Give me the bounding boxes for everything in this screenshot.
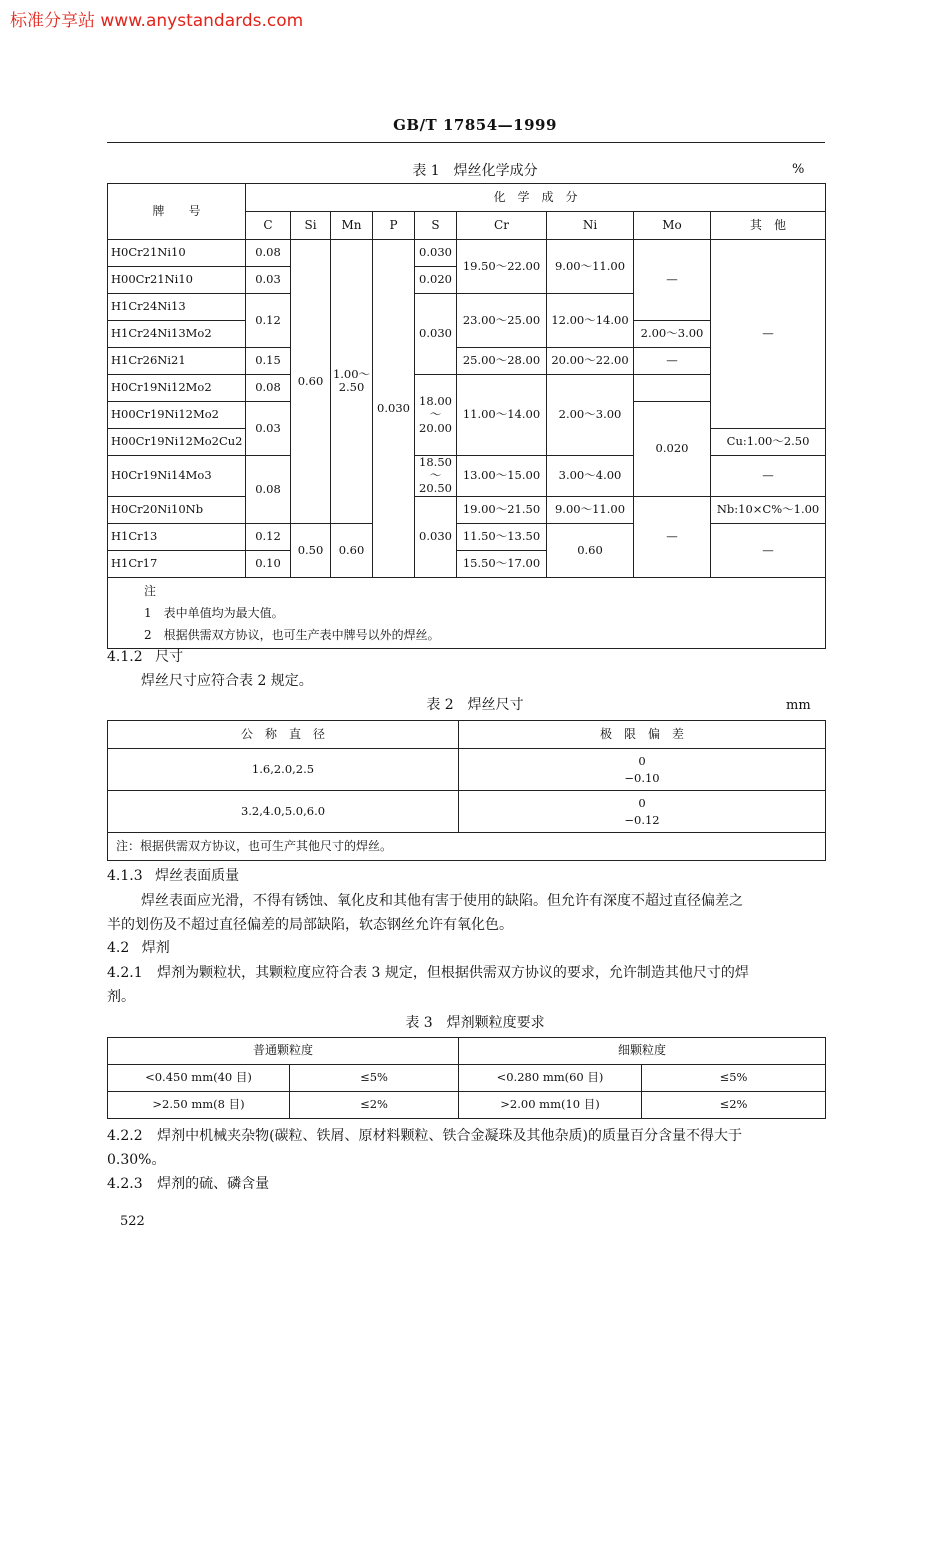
other-cell: — (711, 523, 826, 577)
grain-size-cell: <0.280 mm(60 目) (459, 1065, 642, 1092)
mo-cell: 3.00～4.00 (547, 456, 634, 497)
c-cell: 0.08 (246, 375, 291, 402)
table2-note: 注：根据供需双方协议，也可生产其他尺寸的焊丝。 (108, 833, 826, 861)
mn-cell: 0.60 (331, 523, 373, 577)
cr-cell: 11.50～13.50 (457, 523, 547, 550)
grain-size-cell: <0.450 mm(40 目) (108, 1065, 290, 1092)
tolerance-lower: −0.12 (624, 812, 660, 827)
grade-cell: H1Cr17 (108, 550, 246, 577)
s-cell: 0.020 (415, 267, 457, 294)
col-header: Mo (634, 212, 711, 240)
percent-cell: ≤5% (642, 1065, 826, 1092)
mo-cell: — (634, 348, 711, 375)
note-item: 2 根据供需双方协议，也可生产表中牌号以外的焊丝。 (144, 627, 440, 642)
s-cell: 0.030 (415, 240, 457, 267)
tolerance-upper: 0 (638, 753, 646, 768)
other-cell: Cu:1.00～2.50 (711, 429, 826, 456)
section-number: 4.2.2 (107, 1128, 143, 1144)
s-cell: 0.020 (634, 402, 711, 497)
table2-unit: mm (786, 698, 811, 713)
ni-cell: 9.00～11.00 (547, 240, 634, 294)
grain-size-cell: >2.00 mm(10 目) (459, 1092, 642, 1119)
c-cell: 0.12 (246, 294, 291, 348)
cr-cell: 23.00～25.00 (457, 294, 547, 348)
table1-chemical-composition (107, 183, 826, 649)
note-label: 注 (144, 583, 157, 598)
grade-cell: H1Cr24Ni13 (108, 294, 246, 321)
si-cell: 0.50 (291, 523, 331, 577)
section-4-1-2-body: 焊丝尺寸应符合表 2 规定。 (141, 673, 313, 689)
grade-cell: H0Cr21Ni10 (108, 240, 246, 267)
cr-cell: 18.50～20.50 (415, 456, 457, 497)
section-4-2-1-line1 (107, 961, 749, 985)
watermark: 标准分享站 www.anystandards.com (10, 11, 304, 31)
table2-wire-dimensions (107, 720, 826, 861)
c-cell: 0.08 (246, 240, 291, 267)
tolerance-cell (459, 791, 826, 833)
mn-cell: 1.00～2.50 (331, 240, 373, 524)
page-number: 522 (120, 1214, 145, 1229)
section-4-1-3-body-line2: 半的划伤及不超过直径偏差的局部缺陷，软态钢丝允许有氧化色。 (107, 917, 513, 933)
cr-cell: 19.50～22.00 (457, 240, 547, 294)
ni-cell: 0.60 (547, 523, 634, 577)
col-group-header: 化 学 成 分 (246, 184, 826, 212)
section-4-1-3-heading (107, 864, 239, 888)
header-rule (107, 142, 825, 143)
section-number: 4.1.3 (107, 868, 143, 884)
table1-caption: 表 1 焊丝化学成分 (412, 163, 538, 179)
c-cell: 0.08 (246, 456, 291, 524)
section-number: 4.2.1 (107, 965, 143, 981)
c-cell: 0.15 (246, 348, 291, 375)
col-grade-header: 牌 号 (108, 184, 246, 240)
other-cell: — (711, 456, 826, 497)
c-cell: 0.10 (246, 550, 291, 577)
s-cell: 0.030 (415, 294, 457, 375)
grade-cell: H00Cr21Ni10 (108, 267, 246, 294)
grade-cell: H0Cr20Ni10Nb (108, 496, 246, 523)
section-4-1-2-heading (107, 645, 183, 669)
table1-unit: % (792, 162, 805, 177)
section-4-2-1-line2: 剂。 (107, 989, 135, 1005)
standard-number: GB/T 17854—1999 (393, 116, 557, 134)
grade-cell: H00Cr19Ni12Mo2Cu2 (108, 429, 246, 456)
section-4-2-heading (107, 936, 170, 960)
table3-caption: 表 3 焊剂颗粒度要求 (405, 1015, 545, 1031)
section-4-2-2-line2: 0.30%。 (107, 1152, 166, 1168)
note-item: 1 表中单值均为最大值。 (144, 605, 284, 620)
ni-cell: 13.00～15.00 (457, 456, 547, 497)
diameter-cell: 3.2,4.0,5.0,6.0 (108, 791, 459, 833)
col-header: 极 限 偏 差 (459, 721, 826, 749)
grain-size-cell: >2.50 mm(8 目) (108, 1092, 290, 1119)
table2-caption: 表 2 焊丝尺寸 (426, 697, 524, 713)
section-title: 焊剂的硫、磷含量 (157, 1176, 270, 1192)
percent-cell: ≤2% (290, 1092, 459, 1119)
percent-cell: ≤2% (642, 1092, 826, 1119)
col-header: Mn (331, 212, 373, 240)
grade-cell: H1Cr13 (108, 523, 246, 550)
grade-cell: H1Cr26Ni21 (108, 348, 246, 375)
ni-cell: 20.00～22.00 (547, 348, 634, 375)
p-cell: 0.030 (373, 240, 415, 578)
section-title: 尺寸 (155, 649, 184, 665)
section-number: 4.2 (107, 940, 130, 956)
other-cell: — (711, 240, 826, 429)
mo-cell: — (634, 240, 711, 321)
percent-cell: ≤5% (290, 1065, 459, 1092)
c-cell: 0.03 (246, 402, 291, 456)
section-body: 焊剂中机械夹杂物(碳粒、铁屑、原材料颗粒、铁合金凝珠及其他杂质)的质量百分含量不得大于 (157, 1128, 742, 1144)
col-header: Cr (457, 212, 547, 240)
cr-cell: 15.50～17.00 (457, 550, 547, 577)
section-number: 4.2.3 (107, 1176, 143, 1192)
col-header: Ni (547, 212, 634, 240)
col-header: C (246, 212, 291, 240)
ni-cell: 11.00～14.00 (457, 375, 547, 456)
tolerance-lower: −0.10 (624, 770, 660, 785)
table1-notes (108, 577, 826, 648)
mo-cell: 2.00～3.00 (634, 321, 711, 348)
col-header: 细颗粒度 (459, 1038, 826, 1065)
grade-cell: H0Cr19Ni14Mo3 (108, 456, 246, 497)
ni-cell: 9.00～11.00 (547, 496, 634, 523)
section-title: 焊剂 (141, 940, 170, 956)
grade-cell: H0Cr19Ni12Mo2 (108, 375, 246, 402)
ni-cell: 12.00～14.00 (547, 294, 634, 348)
section-4-2-2-line1 (107, 1124, 742, 1148)
col-header: 公 称 直 径 (108, 721, 459, 749)
tolerance-cell (459, 749, 826, 791)
c-cell: 0.03 (246, 267, 291, 294)
si-cell: 0.60 (291, 240, 331, 524)
section-title: 焊丝表面质量 (155, 868, 240, 884)
col-header: S (415, 212, 457, 240)
c-cell: 0.12 (246, 523, 291, 550)
cr-cell: 25.00～28.00 (457, 348, 547, 375)
s-cell: 0.030 (415, 496, 457, 577)
section-body: 焊剂为颗粒状，其颗粒度应符合表 3 规定，但根据供需双方协议的要求，允许制造其他尺寸的焊 (157, 965, 749, 981)
section-4-2-3-heading (107, 1172, 269, 1196)
col-header: 其 他 (711, 212, 826, 240)
section-number: 4.1.2 (107, 649, 143, 665)
grade-cell: H00Cr19Ni12Mo2 (108, 402, 246, 429)
cr-cell: 19.00～21.50 (457, 496, 547, 523)
section-4-1-3-body-line1: 焊丝表面应光滑，不得有锈蚀、氧化皮和其他有害于使用的缺陷。但允许有深度不超过直径偏差之 (141, 893, 743, 909)
mo-cell: — (634, 496, 711, 577)
diameter-cell: 1.6,2.0,2.5 (108, 749, 459, 791)
other-cell: Nb:10×C%～1.00 (711, 496, 826, 523)
cr-cell: 18.00～20.00 (415, 375, 457, 456)
col-header: P (373, 212, 415, 240)
tolerance-upper: 0 (638, 795, 646, 810)
col-header: 普通颗粒度 (108, 1038, 459, 1065)
mo-cell: 2.00～3.00 (547, 375, 634, 456)
col-header: Si (291, 212, 331, 240)
table3-flux-grain-size (107, 1037, 826, 1119)
grade-cell: H1Cr24Ni13Mo2 (108, 321, 246, 348)
